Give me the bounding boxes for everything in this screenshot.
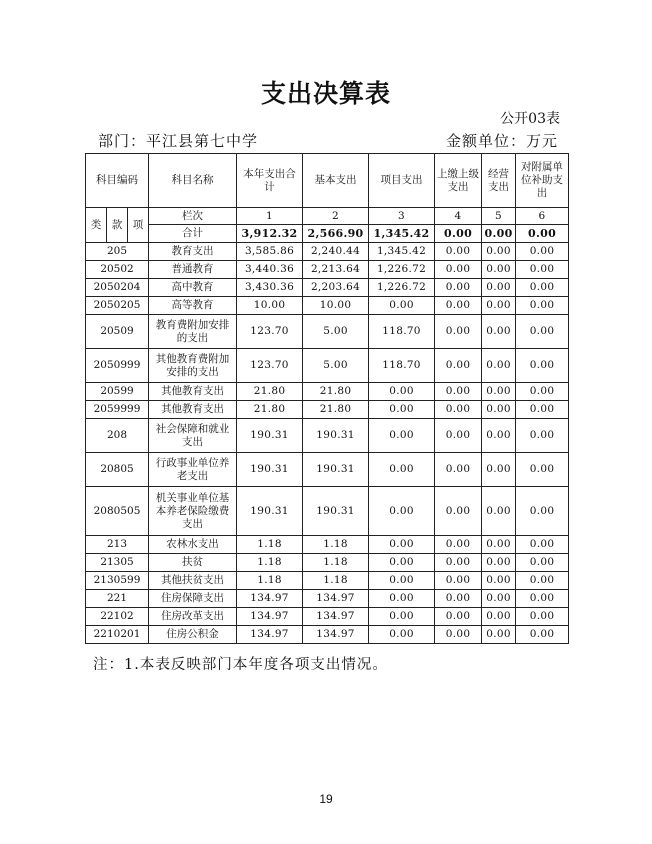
row-value: 0.00 (435, 243, 482, 261)
row-value: 0.00 (369, 536, 435, 554)
row-value: 0.00 (516, 572, 569, 590)
row-value: 0.00 (482, 297, 516, 315)
row-name: 教育费附加安排的支出 (149, 315, 237, 349)
header-row (86, 154, 569, 208)
column-number: 4 (435, 208, 482, 225)
row-value: 0.00 (516, 383, 569, 401)
row-value: 118.70 (369, 315, 435, 349)
header-subsidy: 对附属单位补助支出 (516, 154, 569, 208)
row-name: 机关事业单位基本养老保险缴费支出 (149, 487, 237, 536)
row-value: 0.00 (435, 572, 482, 590)
row-value: 5.00 (303, 349, 369, 383)
row-name: 社会保障和就业支出 (149, 419, 237, 453)
row-code: 2210201 (86, 626, 149, 644)
row-value: 21.80 (237, 383, 303, 401)
row-value: 0.00 (482, 608, 516, 626)
total-value: 1,345.42 (369, 225, 435, 243)
table-row (86, 554, 569, 572)
row-value: 190.31 (237, 453, 303, 487)
row-value: 3,440.36 (237, 261, 303, 279)
row-value: 0.00 (369, 453, 435, 487)
column-number: 2 (303, 208, 369, 225)
table-row (86, 453, 569, 487)
row-name: 高中教育 (149, 279, 237, 297)
row-value: 2,203.64 (303, 279, 369, 297)
row-value: 0.00 (369, 590, 435, 608)
row-value: 1.18 (237, 554, 303, 572)
row-name: 教育支出 (149, 243, 237, 261)
row-name: 其他教育支出 (149, 401, 237, 419)
row-value: 5.00 (303, 315, 369, 349)
row-value: 0.00 (435, 626, 482, 644)
row-value: 0.00 (516, 608, 569, 626)
row-value: 0.00 (435, 261, 482, 279)
row-value: 0.00 (516, 401, 569, 419)
row-value: 0.00 (516, 536, 569, 554)
table-row (86, 315, 569, 349)
row-value: 134.97 (237, 626, 303, 644)
column-number: 3 (369, 208, 435, 225)
row-value: 0.00 (516, 279, 569, 297)
row-value: 0.00 (435, 383, 482, 401)
row-value: 0.00 (482, 383, 516, 401)
row-value: 1.18 (303, 536, 369, 554)
row-value: 21.80 (303, 383, 369, 401)
row-code: 2050204 (86, 279, 149, 297)
row-value: 0.00 (435, 297, 482, 315)
row-code: 20509 (86, 315, 149, 349)
row-value: 0.00 (516, 349, 569, 383)
row-name: 住房改革支出 (149, 608, 237, 626)
row-value: 0.00 (482, 279, 516, 297)
row-code: 2080505 (86, 487, 149, 536)
row-value: 1,345.42 (369, 243, 435, 261)
row-name: 农林水支出 (149, 536, 237, 554)
row-code: 2050205 (86, 297, 149, 315)
header-basic: 基本支出 (303, 154, 369, 208)
table-row (86, 243, 569, 261)
row-value: 134.97 (237, 608, 303, 626)
row-value: 0.00 (369, 572, 435, 590)
row-value: 0.00 (516, 626, 569, 644)
expenditure-table (85, 153, 569, 644)
row-value: 123.70 (237, 315, 303, 349)
row-value: 1,226.72 (369, 279, 435, 297)
table-row (86, 383, 569, 401)
row-value: 0.00 (435, 279, 482, 297)
row-value: 0.00 (369, 419, 435, 453)
row-code: 22102 (86, 608, 149, 626)
page-title: 支出决算表 (260, 79, 391, 108)
table-row (86, 297, 569, 315)
row-value: 134.97 (303, 608, 369, 626)
row-value: 0.00 (516, 590, 569, 608)
row-name: 其他教育费附加安排的支出 (149, 349, 237, 383)
row-value: 2,213.64 (303, 261, 369, 279)
row-value: 2,240.44 (303, 243, 369, 261)
total-value: 3,912.32 (237, 225, 303, 243)
header-business: 经营支出 (482, 154, 516, 208)
column-number: 5 (482, 208, 516, 225)
row-value: 0.00 (482, 349, 516, 383)
row-value: 0.00 (482, 315, 516, 349)
row-value: 134.97 (303, 626, 369, 644)
row-value: 1.18 (303, 554, 369, 572)
total-value: 0.00 (516, 225, 569, 243)
row-value: 21.80 (237, 401, 303, 419)
row-value: 0.00 (369, 297, 435, 315)
row-value: 0.00 (482, 261, 516, 279)
row-name: 扶贫 (149, 554, 237, 572)
row-name: 高等教育 (149, 297, 237, 315)
row-code: 2059999 (86, 401, 149, 419)
table-row (86, 349, 569, 383)
row-value: 0.00 (369, 626, 435, 644)
row-value: 0.00 (435, 590, 482, 608)
row-code: 20599 (86, 383, 149, 401)
column-number-row (86, 208, 569, 225)
table-row (86, 608, 569, 626)
row-value: 134.97 (303, 590, 369, 608)
row-value: 1.18 (237, 572, 303, 590)
row-value: 0.00 (435, 487, 482, 536)
row-value: 0.00 (516, 453, 569, 487)
row-name: 其他教育支出 (149, 383, 237, 401)
row-value: 0.00 (435, 608, 482, 626)
row-value: 0.00 (369, 383, 435, 401)
row-name: 普通教育 (149, 261, 237, 279)
department-label: 部门：平江县第七中学 (98, 132, 259, 150)
row-value: 21.80 (303, 401, 369, 419)
header-upper: 上缴上级支出 (435, 154, 482, 208)
total-value: 0.00 (435, 225, 482, 243)
footnote: 注：1.本表反映部门本年度各项支出情况。 (93, 657, 388, 673)
row-value: 1.18 (303, 572, 369, 590)
row-value: 1,226.72 (369, 261, 435, 279)
header-lei: 类 (86, 208, 107, 243)
total-value: 0.00 (482, 225, 516, 243)
total-row (86, 225, 569, 243)
row-value: 0.00 (482, 590, 516, 608)
header-name: 科目名称 (149, 154, 237, 208)
table-row (86, 536, 569, 554)
unit-label: 金额单位：万元 (445, 132, 558, 150)
total-value: 2,566.90 (303, 225, 369, 243)
table-row (86, 419, 569, 453)
row-value: 0.00 (482, 487, 516, 536)
row-value: 0.00 (369, 487, 435, 536)
table-row (86, 572, 569, 590)
header-project: 项目支出 (369, 154, 435, 208)
row-value: 0.00 (369, 608, 435, 626)
row-value: 0.00 (435, 536, 482, 554)
row-code: 20502 (86, 261, 149, 279)
row-value: 0.00 (482, 419, 516, 453)
table-row (86, 590, 569, 608)
row-value: 0.00 (516, 315, 569, 349)
row-code: 208 (86, 419, 149, 453)
row-value: 0.00 (516, 487, 569, 536)
row-value: 0.00 (516, 243, 569, 261)
row-value: 134.97 (237, 590, 303, 608)
table-row (86, 626, 569, 644)
table-row (86, 261, 569, 279)
row-code: 205 (86, 243, 149, 261)
column-number: 6 (516, 208, 569, 225)
row-value: 190.31 (303, 419, 369, 453)
total-label: 合计 (149, 225, 237, 243)
table-row (86, 279, 569, 297)
row-value: 0.00 (435, 554, 482, 572)
form-code: 公开03表 (500, 111, 560, 127)
row-value: 3,430.36 (237, 279, 303, 297)
row-value: 10.00 (237, 297, 303, 315)
row-code: 21305 (86, 554, 149, 572)
row-value: 0.00 (516, 261, 569, 279)
row-code: 213 (86, 536, 149, 554)
row-code: 221 (86, 590, 149, 608)
row-value: 0.00 (435, 401, 482, 419)
row-value: 0.00 (369, 401, 435, 419)
row-value: 118.70 (369, 349, 435, 383)
row-value: 0.00 (482, 626, 516, 644)
row-code: 20805 (86, 453, 149, 487)
row-value: 0.00 (482, 243, 516, 261)
row-value: 0.00 (516, 297, 569, 315)
row-code: 2130599 (86, 572, 149, 590)
row-value: 0.00 (435, 453, 482, 487)
row-value: 0.00 (482, 554, 516, 572)
row-value: 190.31 (303, 453, 369, 487)
table-row (86, 401, 569, 419)
row-value: 190.31 (237, 487, 303, 536)
row-value: 123.70 (237, 349, 303, 383)
row-value: 0.00 (482, 401, 516, 419)
header-total: 本年支出合计 (237, 154, 303, 208)
row-name: 行政事业单位养老支出 (149, 453, 237, 487)
header-lanci: 栏次 (149, 208, 237, 225)
row-name: 住房公积金 (149, 626, 237, 644)
header-xiang: 项 (128, 208, 149, 243)
row-value: 1.18 (237, 536, 303, 554)
row-value: 0.00 (435, 315, 482, 349)
row-value: 3,585.86 (237, 243, 303, 261)
row-code: 2050999 (86, 349, 149, 383)
header-code: 科目编码 (86, 154, 149, 208)
row-value: 0.00 (482, 453, 516, 487)
row-value: 0.00 (482, 572, 516, 590)
row-value: 0.00 (516, 554, 569, 572)
row-value: 190.31 (237, 419, 303, 453)
row-value: 0.00 (369, 554, 435, 572)
row-value: 0.00 (516, 419, 569, 453)
row-value: 10.00 (303, 297, 369, 315)
row-value: 0.00 (482, 536, 516, 554)
page-number: 19 (319, 792, 333, 806)
row-name: 住房保障支出 (149, 590, 237, 608)
row-value: 190.31 (303, 487, 369, 536)
row-value: 0.00 (435, 419, 482, 453)
row-value: 0.00 (435, 349, 482, 383)
row-name: 其他扶贫支出 (149, 572, 237, 590)
table-row (86, 487, 569, 536)
header-kuan: 款 (107, 208, 128, 243)
column-number: 1 (237, 208, 303, 225)
